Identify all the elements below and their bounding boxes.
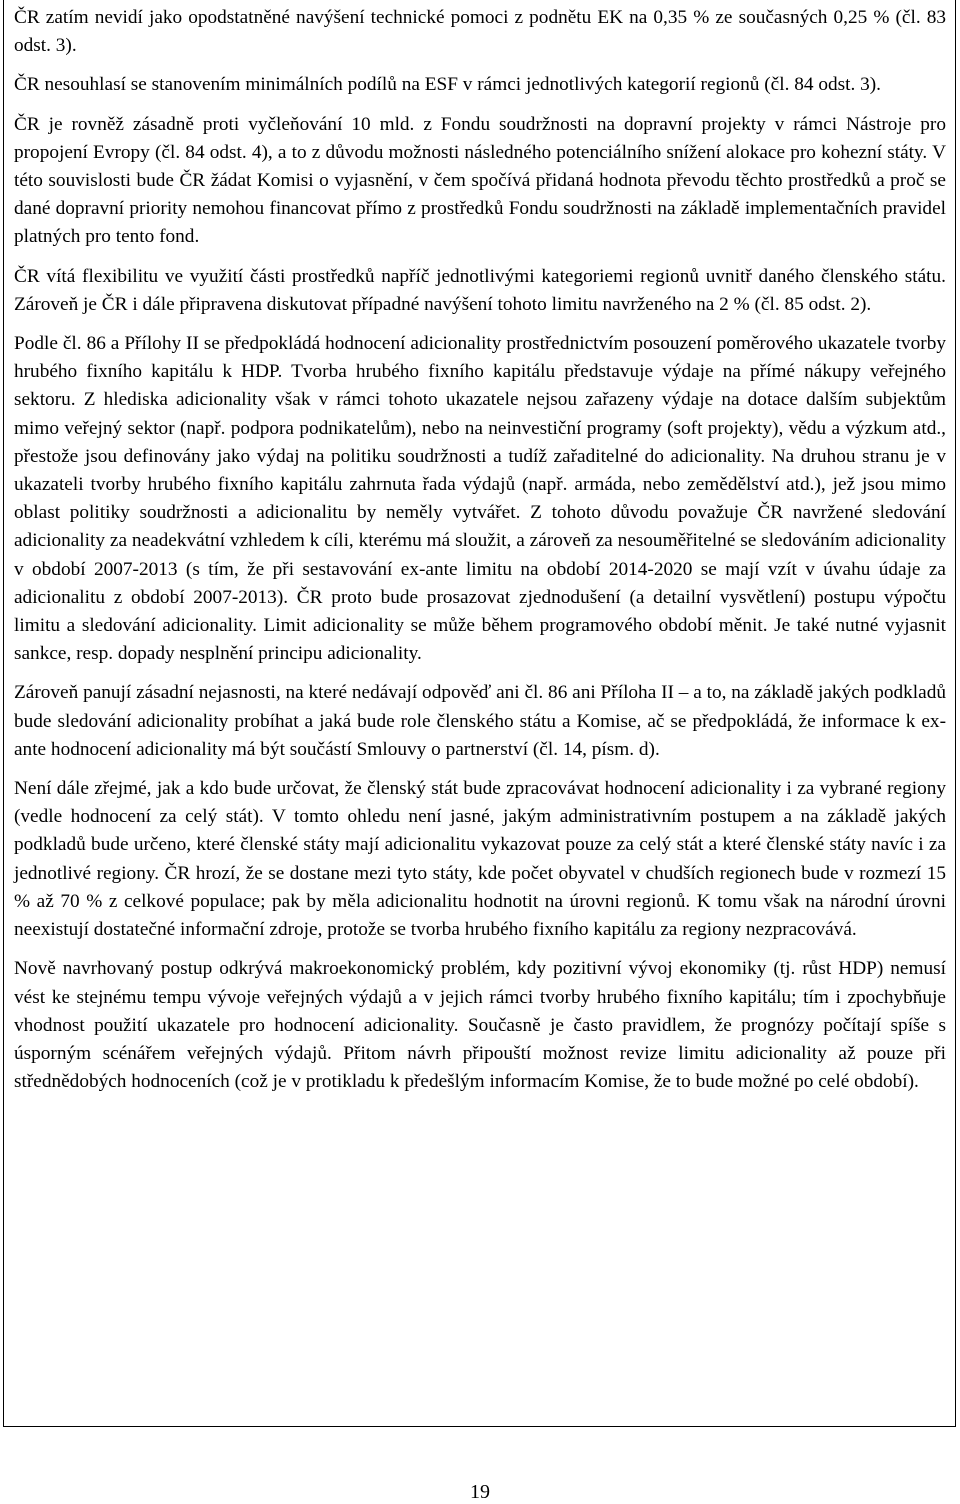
paragraph-additionality-uncertainty: Zároveň panují zásadní nejasnosti, na které nedávají odpověď ani čl. 86 ani Příloha II – a to, na základě jakých podkladů bude sledování adicionality probíhat a jaká bude role členského státu a Komise, ač se předpokládá, že informace k ex-ante hodnocení adicionality má být součástí Smlouvy o partnerství (čl. 14, písm. d).: [14, 682, 946, 760]
document-body: [14, 4, 946, 1107]
paragraph-cohesion-fund-transfer: ČR je rovněž zásadně proti vyčleňování 10 mld. z Fondu soudržnosti na dopravní projekty v rámci Nástroje pro propojení Evropy (čl. 84 odst. 4), a to z důvodu možnosti následného potenciálního snížení alokace pro kohezní státy. V této souvislosti bude ČR žádat Komisi o vyjasnění, v čem spočívá přidaná hodnota převodu těchto prostředků a proč se dané dopravní priority nemohou financovat přímo z prostředků Fondu soudržnosti na základě implementačních pravidel platných pro tento fond.: [14, 113, 946, 248]
paragraph-esf-shares: ČR nesouhlasí se stanovením minimálních podílů na ESF v rámci jednotlivých kategorií regionů (čl. 84 odst. 3).: [14, 74, 881, 96]
paragraph-technical-assistance: ČR zatím nevidí jako opodstatněné navýšení technické pomoci z podnětu EK na 0,35 % ze současných 0,25 % (čl. 83 odst. 3).: [14, 7, 946, 57]
paragraph-flexibility: ČR vítá flexibilitu ve využití části prostředků napříč jednotlivými kategoriemi regionů uvnitř daného členského státu. Zároveň je ČR i dále připravena diskutovat případné navýšení tohoto limitu navrženého na 2 % (čl. 85 odst. 2).: [14, 265, 946, 315]
paragraph-macroeconomic-problem: Nově navrhovaný postup odkrývá makroekonomický problém, kdy pozitivní vývoj ekonomiky (tj. růst HDP) nemusí vést ke stejnému tempu vývoje veřejných výdajů a v jejich rámci tvorby hrubého fixního kapitálu; tím i zpochybňuje vhodnost použití ukazatele pro hodnocení adicionality. Současně je často pravidlem, že prognózy počítají spíše s úsporným scénářem veřejných výdajů. Přitom návrh připouští možnost revize limitu adicionality až pouze při střednědobých hodnoceních (což je v protikladu k předešlým informacím Komise, že to bude možné po celé období).: [14, 958, 946, 1093]
page-number: 19: [470, 1481, 490, 1503]
paragraph-regional-additionality: Není dále zřejmé, jak a kdo bude určovat, že členský stát bude zpracovávat hodnocení adicionality i za vybrané regiony (vedle hodnocení za celý stát). V tomto ohledu není jasné, jakým administrativním postupem a na základě jakých podkladů bude určeno, které členské státy mají adicionalitu vykazovat pouze za celý stát a které členské státy navíc i za jednotlivé regiony. ČR hrozí, že se dostane mezi tyto státy, kde počet obyvatel v chudších regionech bude v rozmezí 15 % až 70 % z celkové populace; pak by měla adicionalitu hodnotit na úrovni regionů. K tomu však na národní úrovni neexistují dostatečné informační zdroje, protože se tvorba hrubého fixního kapitálu za regiony nezpracovává.: [14, 778, 946, 941]
paragraph-additionality-assessment: Podle čl. 86 a Přílohy II se předpokládá hodnocení adicionality prostřednictvím posouzení poměrového ukazatele tvorby hrubého fixního kapitálu k HDP. Tvorba hrubého fixního kapitálu představuje výdaje na přímé nákupy veřejného sektoru. Z hlediska adicionality však v rámci tohoto ukazatele nejsou zařazeny výdaje na dotace dalším subjektům mimo veřejný sektor (např. podpora podnikatelům), nebo na neinvestiční programy (soft projekty), vědu a výzkum atd., přestože jsou definovány jako výdaj na politiku soudržnosti a tudíž zařaditelné do adicionality. Na druhou stranu je v ukazateli tvorby hrubého fixního kapitálu zahrnuta řada výdajů (např. armáda, nebo zemědělství atd.), jež jsou mimo oblast politiky soudržnosti a adicionalitu by neměly vytvářet. Z tohoto důvodu považuje ČR navržené sledování adicionality za neadekvátní vzhledem k cíli, kterému má sloužit, a zároveň za nesouměřitelné se sledováním adicionality v období 2007-2013 (s tím, že při sestavování ex-ante limitu na období 2014-2020 se mají vzít v úvahu údaje za adicionalitu z období 2007-2013). ČR proto bude prosazovat zjednodušení (a detailní vysvětlení) postupu výpočtu limitu a sledování adicionality. Limit adicionality se může během programového období měnit. Je také nutné vyjasnit sankce, resp. dopady nesplnění principu adicionality.: [14, 333, 946, 665]
